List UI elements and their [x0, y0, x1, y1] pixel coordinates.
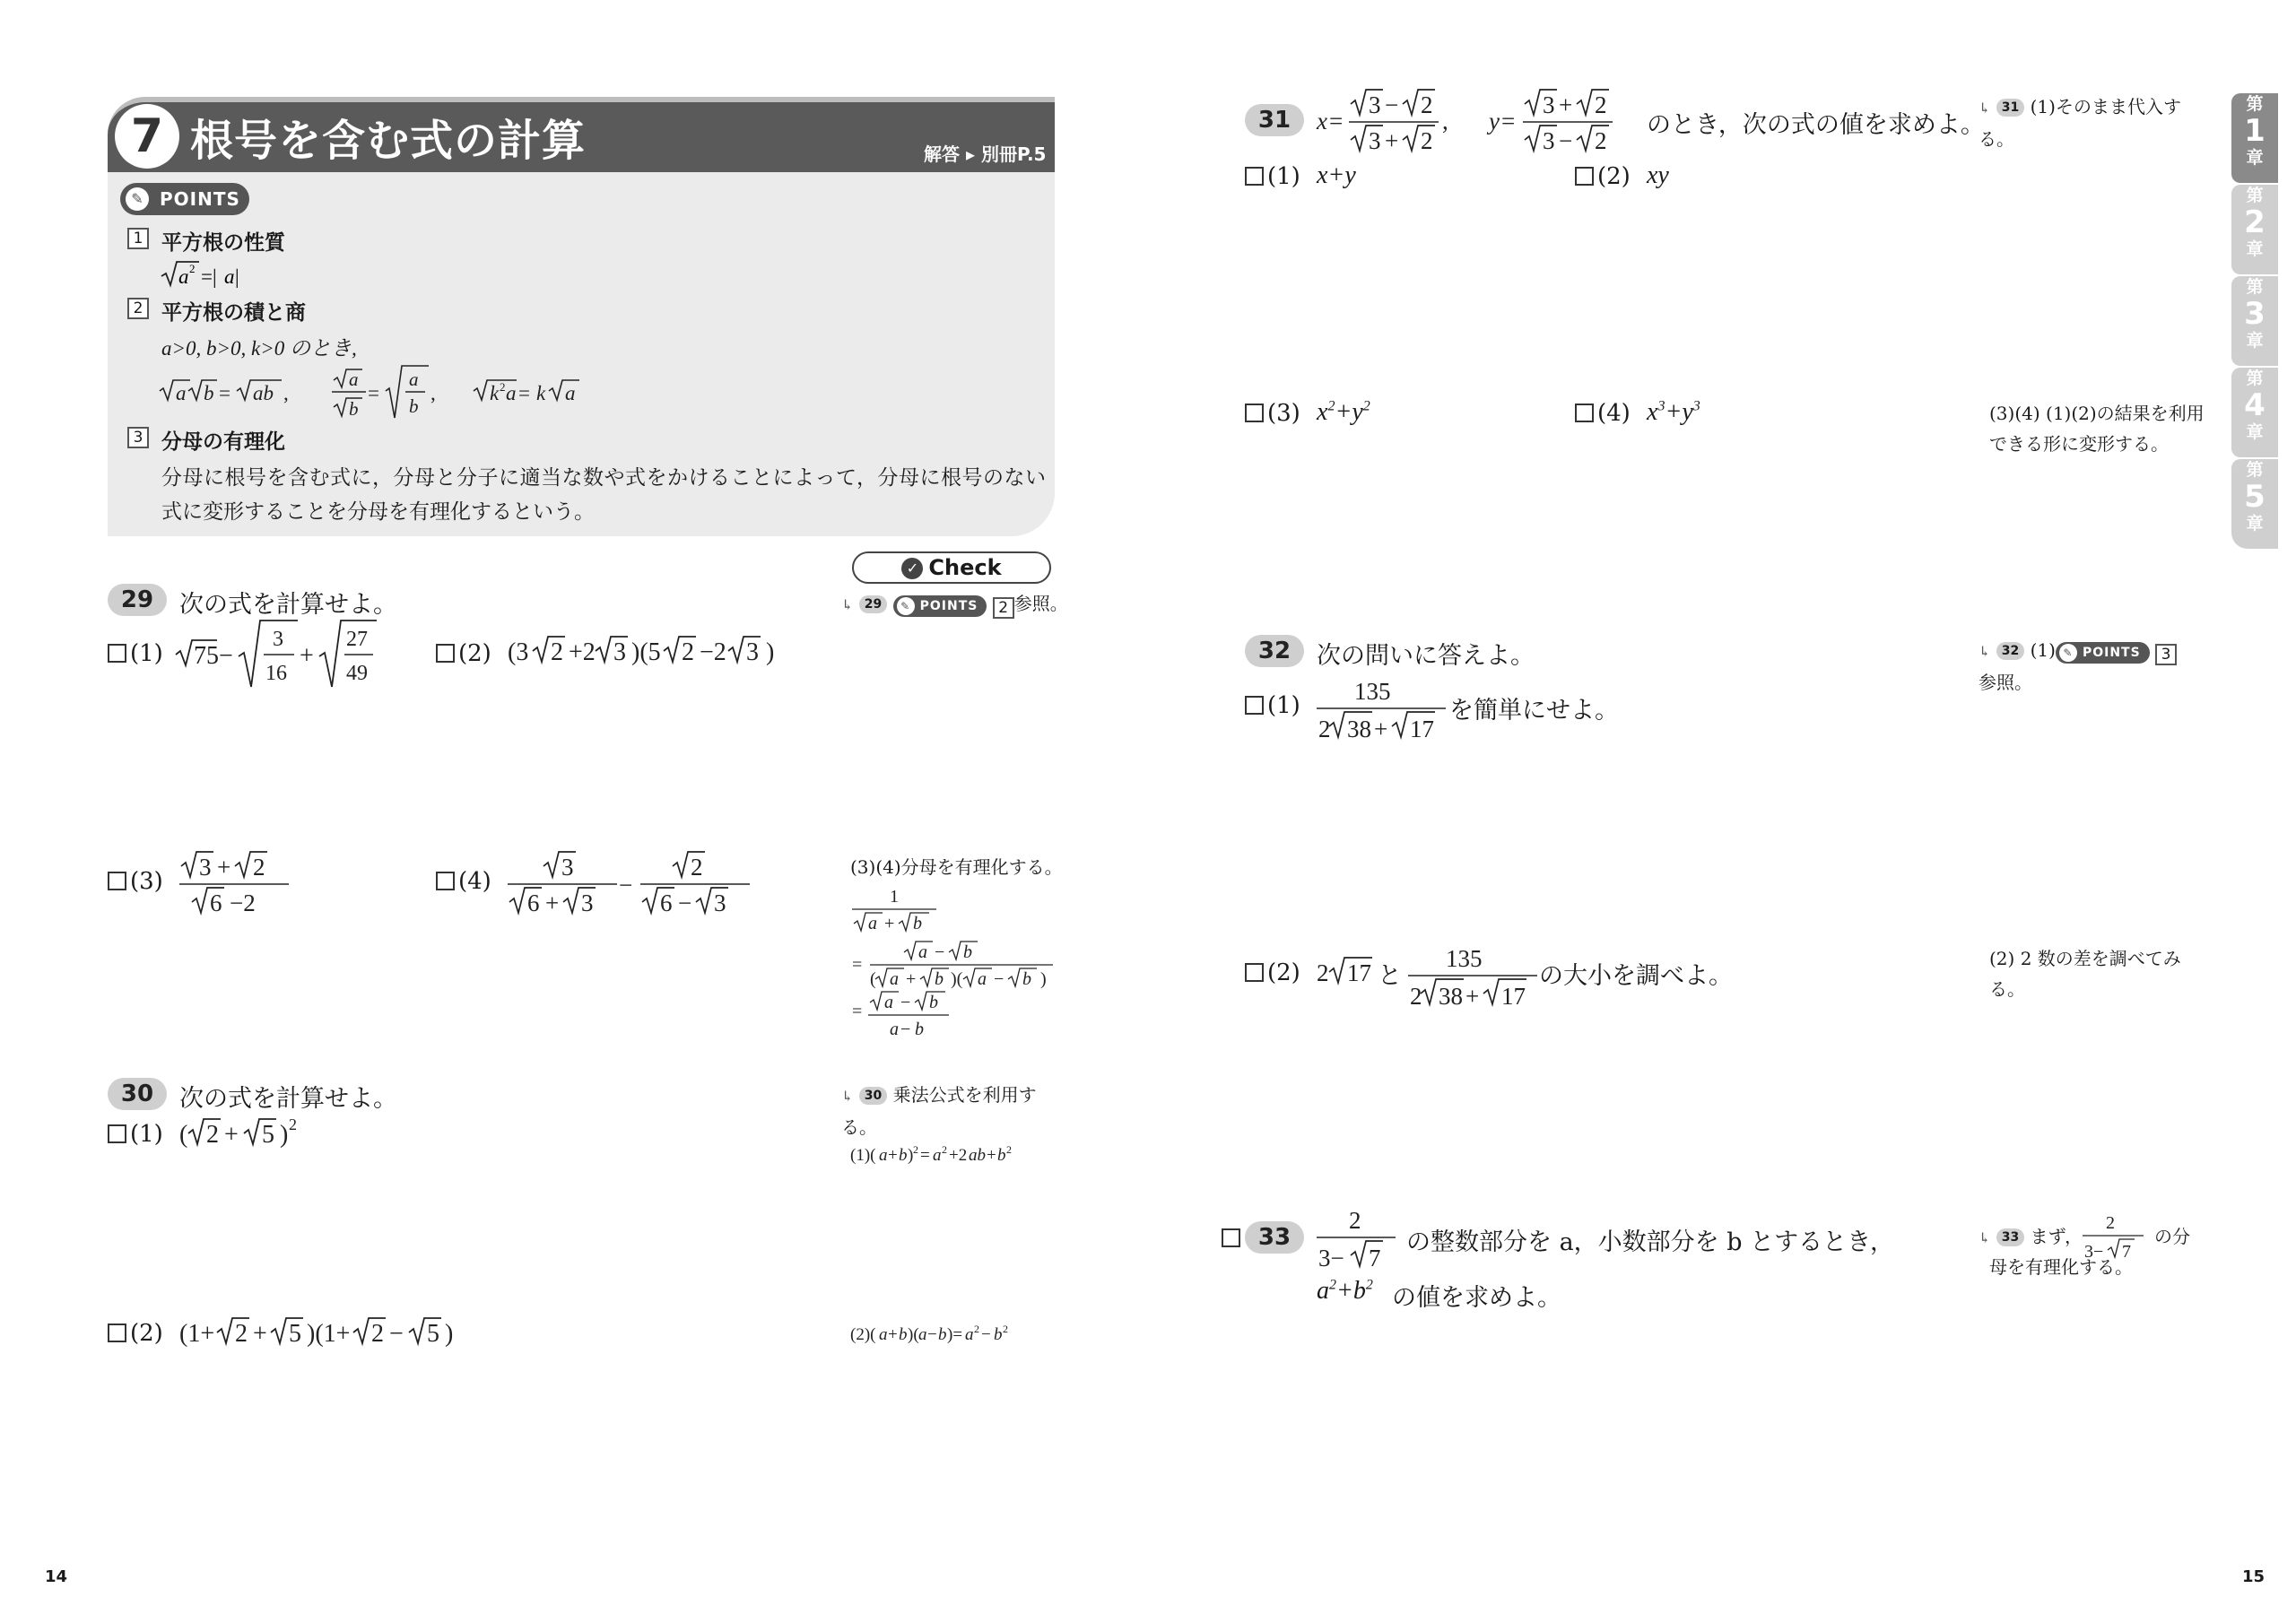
svg-text:2: 2 — [2106, 1213, 2115, 1233]
point-heading: 平方根の性質 — [161, 231, 285, 255]
svg-text:b: b — [935, 969, 944, 989]
svg-text:38: 38 — [1439, 983, 1463, 1010]
svg-text:+: + — [217, 854, 231, 881]
chapter-tab-3[interactable]: 第 3 章 — [2231, 276, 2278, 366]
svg-text:=: = — [852, 955, 863, 975]
pencil-icon: ✎ — [126, 187, 149, 211]
svg-text:b: b — [899, 1325, 908, 1344]
svg-text:49: 49 — [346, 662, 368, 685]
svg-text:3: 3 — [199, 854, 212, 881]
svg-text:+: + — [884, 914, 895, 933]
expression-30-1 — [178, 1110, 330, 1151]
svg-text:2: 2 — [1595, 91, 1607, 118]
svg-text:−: − — [389, 1320, 404, 1348]
hint-points-badge: ✎ POINTS — [2056, 642, 2150, 664]
svg-text:7: 7 — [1369, 1245, 1381, 1271]
svg-text:)(5: )(5 — [631, 638, 661, 666]
svg-text:=: = — [219, 382, 230, 404]
svg-text:=|: =| — [201, 265, 217, 288]
svg-text:75: 75 — [194, 642, 219, 670]
svg-text:2: 2 — [206, 1121, 219, 1149]
svg-text:−: − — [900, 1020, 911, 1039]
svg-text:17: 17 — [1347, 959, 1371, 986]
svg-text:3: 3 — [1543, 91, 1555, 118]
svg-text:,: , — [283, 382, 289, 404]
svg-text:b: b — [349, 398, 359, 420]
svg-text:−: − — [619, 872, 633, 898]
check-button[interactable]: ✓ Check — [852, 551, 1051, 584]
svg-text:=: = — [368, 382, 379, 404]
point-number-box: 2 — [127, 298, 149, 319]
svg-text:(: ( — [870, 969, 876, 989]
checkbox[interactable] — [108, 644, 126, 663]
svg-text:2: 2 — [1410, 983, 1422, 1010]
svg-text:): ) — [280, 1121, 289, 1149]
hint-30-formula-2 — [850, 1320, 1065, 1347]
svg-text:a: a — [965, 1325, 974, 1344]
hint-31-34: (3)(4) (1)(2)の結果を利用できる形に変形する。 — [1989, 403, 2205, 455]
hint-qlabel: (1) — [2030, 639, 2056, 661]
question-label[interactable]: (1) — [108, 640, 163, 667]
svg-text:2: 2 — [913, 1143, 918, 1156]
expression-33-fraction — [1315, 1202, 1405, 1273]
hint-30-formula-1 — [850, 1141, 1065, 1167]
svg-text:k: k — [490, 382, 500, 404]
svg-text:(1)(: (1)( — [850, 1146, 876, 1165]
section-number: 7 — [115, 104, 179, 169]
checkbox[interactable] — [1245, 404, 1264, 422]
svg-text:2: 2 — [682, 638, 694, 666]
svg-text:6: 6 — [527, 890, 540, 916]
svg-text:+: + — [888, 1325, 898, 1344]
expression-31-1: x+y — [1317, 161, 1356, 189]
svg-text:17: 17 — [1501, 983, 1526, 1010]
checkbox-33[interactable] — [1222, 1225, 1244, 1252]
expression-32-2-left — [1315, 949, 1378, 990]
svg-text:3: 3 — [1369, 127, 1381, 154]
svg-text:−: − — [900, 993, 911, 1012]
checkbox[interactable] — [436, 644, 455, 663]
svg-text:a: a — [918, 942, 927, 962]
hint-points-badge: ✎ POINTS — [893, 595, 987, 617]
svg-text:2: 2 — [1595, 127, 1607, 154]
svg-text:)(: )( — [908, 1325, 919, 1344]
svg-text:=: = — [1501, 108, 1516, 135]
svg-text:a: a — [178, 265, 189, 288]
svg-text:−: − — [935, 942, 945, 962]
svg-text:a: a — [879, 1325, 888, 1344]
svg-text:k: k — [536, 382, 546, 404]
svg-text:+: + — [987, 1146, 996, 1165]
checkbox[interactable] — [1245, 963, 1264, 982]
problem-33-prompt-1: の整数部分を a，小数部分を b とするとき， — [1406, 1228, 1895, 1256]
svg-text:ab: ab — [969, 1146, 986, 1165]
svg-text:a: a — [868, 914, 877, 933]
chapter-tab-5[interactable]: 第 5 章 — [2231, 459, 2278, 549]
checkbox[interactable] — [1222, 1228, 1240, 1247]
svg-text:1: 1 — [890, 887, 899, 907]
svg-text:|: | — [235, 265, 239, 288]
problem-33-prompt-2: の値を求めよ。 — [1392, 1284, 1561, 1312]
expression-30-2 — [178, 1309, 518, 1350]
svg-text:3: 3 — [1369, 91, 1381, 118]
svg-text:6: 6 — [210, 890, 222, 916]
svg-text:)(: )( — [951, 969, 963, 989]
hint-ref-29 — [841, 588, 1068, 621]
hint-31-1 — [1979, 91, 2203, 154]
expression-29-4 — [506, 848, 766, 920]
svg-text:a: a — [565, 382, 576, 404]
question-label[interactable]: (2) — [1245, 959, 1300, 986]
svg-text:−: − — [994, 969, 1004, 989]
svg-text:=: = — [852, 1002, 863, 1021]
problem-32-2-tail: の大小を調べよ。 — [1539, 962, 1733, 990]
chapter-tab-4[interactable]: 第 4 章 — [2231, 368, 2278, 457]
hint-text: (1)そのまま代入する。 — [1979, 96, 2181, 150]
svg-text:b: b — [409, 395, 419, 417]
svg-text:3: 3 — [561, 854, 574, 881]
svg-text:a: a — [978, 969, 987, 989]
question-label[interactable]: (3) — [1245, 400, 1300, 427]
svg-text:+: + — [1385, 127, 1399, 154]
svg-text:b: b — [994, 1325, 1003, 1344]
hint-text: まず， — [2030, 1226, 2083, 1247]
svg-text:2: 2 — [1349, 1207, 1361, 1234]
point-text-line: 式に変形することを分母を有理化するという。 — [161, 500, 595, 524]
hint-problem-badge: 32 — [1996, 642, 2024, 660]
expression-31-4: $x^3+y^3$ — [1647, 398, 1700, 426]
svg-text:(: ( — [179, 1121, 188, 1149]
svg-text:x: x — [1317, 108, 1327, 135]
point-text-line: 分母に根号を含む式に，分母と分子に適当な数や式をかけることによって，分母に根号のない — [161, 466, 1047, 490]
hint-rationalize-derivation — [850, 884, 1057, 1042]
page-number-left: 14 — [45, 1567, 68, 1586]
point-number-box: 3 — [127, 427, 149, 448]
hint-tail: 参照。 — [1979, 672, 2032, 693]
problem-32-2-mid: と — [1378, 962, 1402, 990]
svg-text:+: + — [1465, 983, 1480, 1010]
checkbox[interactable] — [108, 1324, 126, 1342]
svg-text:2: 2 — [289, 1115, 297, 1133]
question-label[interactable]: (3) — [108, 868, 163, 895]
svg-text:y: y — [1489, 108, 1500, 135]
hint-problem-badge: 31 — [1996, 99, 2024, 117]
svg-text:135: 135 — [1446, 945, 1483, 972]
svg-text:)(1+: )(1+ — [307, 1320, 351, 1348]
points-badge: POINTS — [120, 183, 249, 215]
svg-text:3: 3 — [746, 638, 759, 666]
hint-33-tail: の分母を有理化する。 — [1989, 1226, 2190, 1278]
svg-text:−: − — [1559, 127, 1573, 154]
problem-prompt: のとき，次の式の値を求めよ。 — [1647, 111, 1985, 139]
svg-text:−: − — [678, 890, 692, 916]
svg-text:b: b — [963, 942, 972, 962]
svg-text:,: , — [430, 382, 436, 404]
hint-ref-32 — [1979, 635, 2212, 698]
svg-text:b: b — [899, 1146, 908, 1165]
svg-text:a: a — [506, 382, 517, 404]
svg-text:2: 2 — [1421, 91, 1433, 118]
svg-text:38: 38 — [1347, 716, 1371, 742]
question-label[interactable]: (4) — [436, 868, 491, 895]
svg-text:a: a — [890, 1020, 899, 1039]
checkbox[interactable] — [1575, 167, 1594, 186]
checkbox[interactable] — [1245, 167, 1264, 186]
sqrt-a2-formula — [160, 258, 258, 291]
hint-text: 乗法公式を利用する。 — [841, 1084, 1037, 1138]
problem-number: 30 — [108, 1078, 167, 1110]
svg-text:b: b — [997, 1146, 1006, 1165]
product-quotient-formulas — [158, 364, 624, 421]
expression-29-3 — [176, 848, 301, 920]
svg-text:a: a — [409, 369, 419, 390]
svg-text:2: 2 — [371, 1320, 384, 1348]
svg-text:a: a — [890, 969, 899, 989]
svg-text:135: 135 — [1354, 678, 1391, 705]
svg-text:17: 17 — [1410, 716, 1434, 742]
svg-text:+: + — [224, 1121, 239, 1149]
svg-text:a: a — [918, 1325, 927, 1344]
svg-text:2: 2 — [691, 854, 703, 881]
svg-text:b: b — [204, 382, 214, 404]
answer-reference: 解答 ▸ 別冊P.5 — [924, 143, 1047, 165]
svg-text:a: a — [349, 369, 359, 390]
svg-text:2: 2 — [1318, 716, 1331, 742]
point-condition: a>0, b>0, k>0 のとき, — [161, 337, 357, 360]
return-arrow-icon: ↳ — [1979, 1229, 1991, 1246]
svg-text:2: 2 — [1006, 1143, 1012, 1156]
svg-text:b: b — [929, 993, 938, 1012]
problem-32-1-tail: を簡単にせよ。 — [1449, 697, 1619, 725]
svg-text:a: a — [933, 1146, 942, 1165]
svg-text:+: + — [545, 890, 560, 916]
checkbox[interactable] — [436, 872, 455, 890]
svg-text:−2: −2 — [230, 890, 256, 916]
svg-text:2: 2 — [551, 638, 563, 666]
svg-text:+: + — [1559, 91, 1573, 118]
svg-text:,: , — [1442, 108, 1448, 135]
chapter-tab-1[interactable]: 第 1 章 — [2231, 93, 2278, 183]
svg-text:b: b — [915, 1020, 924, 1039]
svg-text:2: 2 — [235, 1320, 248, 1348]
expression-32-2-right — [1406, 940, 1541, 1011]
hint-problem-badge: 29 — [859, 595, 887, 613]
svg-text:b: b — [1022, 969, 1031, 989]
expression-31-xy — [1315, 86, 1647, 158]
expression-33-a2b2: $a^2+b^2$ — [1317, 1277, 1373, 1305]
checkbox[interactable] — [1245, 696, 1264, 715]
svg-text:6: 6 — [660, 890, 673, 916]
svg-text:): ) — [445, 1320, 454, 1348]
svg-text:−: − — [927, 1325, 937, 1344]
svg-text:3: 3 — [714, 890, 726, 916]
svg-text:2: 2 — [1317, 959, 1329, 986]
svg-text:(2)(: (2)( — [850, 1325, 876, 1344]
svg-text:=: = — [1329, 108, 1344, 135]
problem-prompt: 次の式を計算せよ。 — [179, 591, 397, 619]
svg-text:2: 2 — [1003, 1323, 1008, 1335]
svg-text:2: 2 — [253, 854, 265, 881]
svg-text:+: + — [1374, 716, 1388, 742]
svg-text:−: − — [981, 1325, 991, 1344]
section-title: 根号を含む式の計算 — [190, 116, 587, 166]
page-number-right: 15 — [2242, 1567, 2266, 1586]
return-arrow-icon: ↳ — [841, 596, 854, 613]
hint-32-2: (2) 2 数の差を調べてみる。 — [1989, 948, 2181, 1000]
svg-text:)=: )= — [947, 1325, 963, 1344]
svg-text:): ) — [908, 1146, 914, 1165]
svg-text:a: a — [879, 1146, 888, 1165]
svg-text:+: + — [888, 1146, 898, 1165]
problem-number: 32 — [1245, 635, 1304, 667]
svg-text:2: 2 — [974, 1323, 979, 1335]
hint-tail: 参照。 — [1013, 593, 1068, 614]
checkbox[interactable] — [1575, 404, 1594, 422]
svg-text:−: − — [1385, 91, 1399, 118]
question-label[interactable]: (1) — [1245, 163, 1300, 190]
problem-number: 33 — [1245, 1221, 1304, 1254]
expression-32-1 — [1315, 673, 1449, 744]
svg-text:3−: 3− — [1318, 1245, 1344, 1271]
svg-text:5: 5 — [262, 1121, 274, 1149]
checkbox[interactable] — [108, 1124, 126, 1143]
svg-text:ab: ab — [253, 382, 274, 404]
svg-text:=: = — [920, 1146, 930, 1165]
svg-text:+2: +2 — [569, 638, 596, 666]
expression-31-2: xy — [1647, 161, 1669, 189]
check-icon: ✓ — [901, 558, 923, 579]
return-arrow-icon: ↳ — [1979, 643, 1991, 660]
svg-text:3: 3 — [613, 638, 626, 666]
svg-text:3: 3 — [1543, 127, 1555, 154]
svg-text:a: a — [884, 993, 893, 1012]
svg-text:2: 2 — [500, 380, 506, 394]
svg-text:7: 7 — [2122, 1242, 2131, 1262]
svg-text:3: 3 — [581, 890, 594, 916]
svg-text:+: + — [300, 642, 314, 670]
hint-29-34: (3)(4)分母を有理化する。 — [850, 856, 1063, 878]
hint-point-box: 3 — [2155, 644, 2177, 665]
return-arrow-icon: ↳ — [841, 1088, 854, 1105]
hint-problem-badge: 33 — [1996, 1228, 2024, 1246]
svg-text:−2: −2 — [700, 638, 726, 666]
problem-prompt: 次の式を計算せよ。 — [179, 1085, 397, 1113]
hint-point-box: 2 — [993, 597, 1014, 619]
svg-text:2: 2 — [1421, 127, 1433, 154]
svg-text:16: 16 — [265, 662, 287, 685]
question-label[interactable]: (2) — [436, 640, 491, 667]
svg-text:(3: (3 — [508, 638, 529, 666]
expression-29-2 — [506, 628, 811, 669]
svg-text:+: + — [253, 1320, 267, 1348]
question-label[interactable]: (2) — [1575, 163, 1631, 190]
problem-prompt: 次の問いに答えよ。 — [1317, 642, 1535, 670]
svg-text:5: 5 — [289, 1320, 301, 1348]
hint-30 — [841, 1080, 1057, 1142]
point-heading: 分母の有理化 — [161, 430, 285, 454]
checkbox[interactable] — [108, 872, 126, 890]
svg-text:): ) — [1040, 969, 1047, 989]
svg-text:3−: 3− — [2084, 1242, 2104, 1262]
svg-text:5: 5 — [427, 1320, 439, 1348]
chapter-tab-2[interactable]: 第 2 章 — [2231, 185, 2278, 274]
svg-text:2: 2 — [942, 1143, 947, 1156]
question-label[interactable]: (2) — [108, 1320, 163, 1347]
hint-problem-badge: 30 — [859, 1087, 887, 1105]
expression-29-1 — [174, 619, 398, 690]
problem-number: 31 — [1245, 104, 1304, 136]
question-label[interactable]: (1) — [108, 1121, 163, 1148]
svg-text:3: 3 — [273, 628, 283, 651]
point-number-box: 1 — [127, 228, 149, 249]
expression-31-3: $x^2+y^2$ — [1317, 398, 1370, 426]
problem-number: 29 — [108, 584, 167, 616]
svg-text:27: 27 — [346, 628, 368, 651]
question-label[interactable]: (4) — [1575, 400, 1631, 427]
svg-text:2: 2 — [189, 262, 196, 275]
svg-text:=: = — [518, 382, 530, 404]
question-label[interactable]: (1) — [1245, 692, 1300, 719]
svg-text:b: b — [913, 914, 922, 933]
svg-text:+: + — [906, 969, 917, 989]
svg-text:): ) — [766, 638, 775, 666]
svg-text:a: a — [224, 265, 235, 288]
svg-text:+2: +2 — [949, 1146, 968, 1165]
svg-text:b: b — [938, 1325, 947, 1344]
svg-text:−: − — [219, 642, 233, 670]
svg-text:(1+: (1+ — [179, 1320, 215, 1348]
svg-text:a: a — [176, 382, 187, 404]
point-heading: 平方根の積と商 — [161, 301, 306, 325]
return-arrow-icon: ↳ — [1979, 100, 1991, 117]
